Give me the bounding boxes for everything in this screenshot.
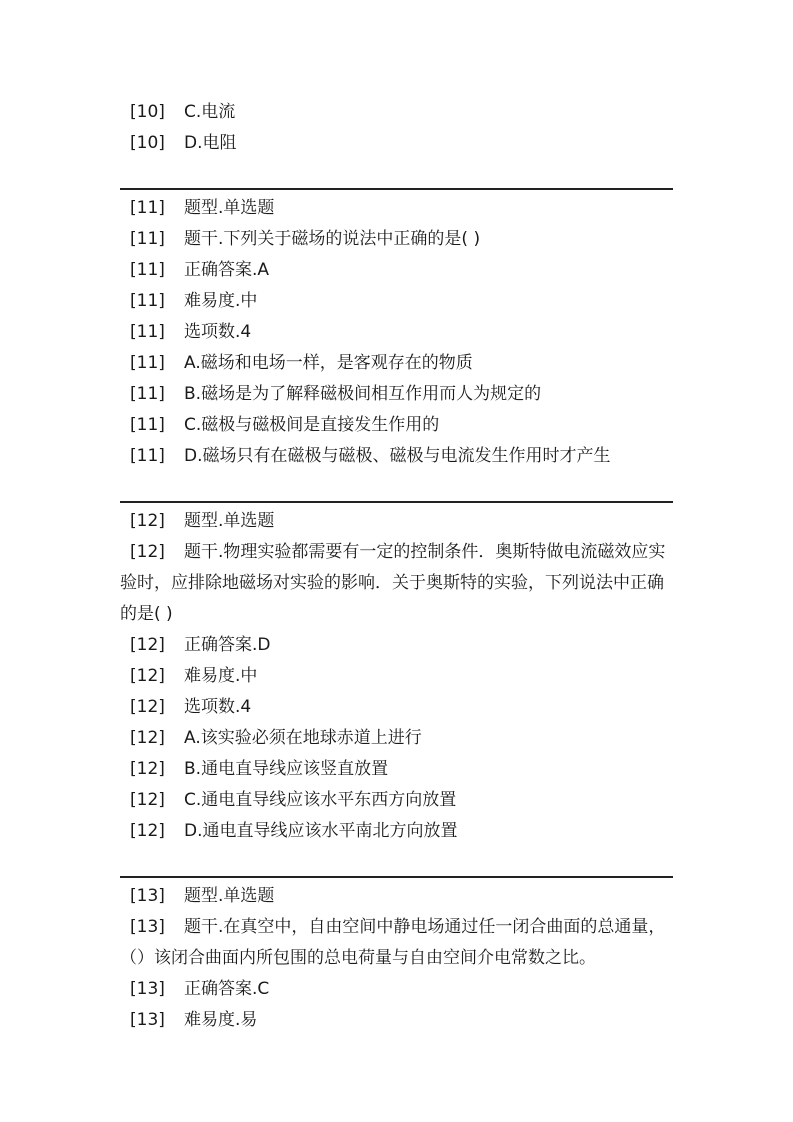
line-text: C.通电直导线应该水平东西方向放置 <box>184 790 457 810</box>
line-text: 选项数.4 <box>184 697 252 717</box>
line-text: C.磁极与磁极间是直接发生作用的 <box>184 415 440 435</box>
line-text: B.通电直导线应该竖直放置 <box>184 759 389 779</box>
q11-type <box>120 193 673 224</box>
q13-answer <box>120 974 673 1005</box>
question-number: [11] <box>130 446 165 466</box>
question-number: [12] <box>130 821 165 841</box>
stem-text: 题干.物理实验都需要有一定的控制条件．奥斯特做电流磁效应实验时，应排除地磁场对实验的影响．关于奥斯特的实验，下列说法中正确的是( ) <box>120 542 666 624</box>
question-number: [11] <box>130 291 165 311</box>
line-text: 题干.下列关于磁场的说法中正确的是( ) <box>184 229 481 249</box>
question-number: [11] <box>130 229 165 249</box>
q11-difficulty <box>120 286 673 317</box>
q11-answer <box>120 255 673 286</box>
q12-option-c <box>120 785 673 816</box>
line-text: 正确答案.C <box>184 979 270 999</box>
q12-option-a <box>120 723 673 754</box>
line-text: 正确答案.A <box>184 260 270 280</box>
question-number: [12] <box>130 697 165 717</box>
question-number: [12] <box>130 790 165 810</box>
q12-option-b <box>120 754 673 785</box>
stem-text: 题干.在真空中，自由空间中静电场通过任一闭合曲面的总通量，（）该闭合曲面内所包围的总电荷量与自由空间介电常数之比。 <box>120 917 666 968</box>
question-number: [13] <box>130 1010 165 1030</box>
line-text: 难易度.易 <box>184 1010 258 1030</box>
q12-option-d <box>120 816 673 847</box>
line-text: 题型.单选题 <box>184 198 275 218</box>
line-text: D.电阻 <box>184 133 237 153</box>
q11-option-a <box>120 348 673 379</box>
q11-option-b <box>120 379 673 410</box>
question-number: [10] <box>130 102 165 122</box>
question-number: [13] <box>130 917 165 937</box>
q11-option-c <box>120 410 673 441</box>
question-number: [11] <box>130 415 165 435</box>
question-number: [13] <box>130 886 165 906</box>
line-text: A.磁场和电场一样，是客观存在的物质 <box>184 353 473 373</box>
question-number: [11] <box>130 384 165 404</box>
line-text: B.磁场是为了解释磁极间相互作用而人为规定的 <box>184 384 542 404</box>
q13-difficulty <box>120 1005 673 1036</box>
question-number: [12] <box>130 759 165 779</box>
q12-difficulty <box>120 661 673 692</box>
q10-option-d <box>120 128 673 159</box>
q13-stem <box>120 912 673 974</box>
question-number: [12] <box>130 511 165 531</box>
line-text: 题型.单选题 <box>184 886 275 906</box>
line-text: 难易度.中 <box>184 291 258 311</box>
q12-answer <box>120 630 673 661</box>
question-number: [12] <box>130 635 165 655</box>
question-number: [12] <box>130 728 165 748</box>
q11-stem <box>120 224 673 255</box>
q11-option-d <box>120 441 673 472</box>
question-number: [11] <box>130 198 165 218</box>
question-number: [10] <box>130 133 165 153</box>
question-number: [11] <box>130 260 165 280</box>
line-text: C.电流 <box>184 102 236 122</box>
line-text: D.通电直导线应该水平南北方向放置 <box>184 821 458 841</box>
line-text: A.该实验必须在地球赤道上进行 <box>184 728 422 748</box>
question-number: [11] <box>130 322 165 342</box>
line-text: 难易度.中 <box>184 666 258 686</box>
line-text: 正确答案.D <box>184 635 271 655</box>
question-number: [12] <box>130 666 165 686</box>
q11-option-count <box>120 317 673 348</box>
line-text: 题型.单选题 <box>184 511 275 531</box>
q13-type <box>120 881 673 912</box>
line-text: D.磁场只有在磁极与磁极、磁极与电流发生作用时才产生 <box>184 446 611 466</box>
question-number: [12] <box>130 542 165 562</box>
question-list <box>120 97 673 1036</box>
q12-stem <box>120 537 673 630</box>
question-number: [13] <box>130 979 165 999</box>
line-text: 选项数.4 <box>184 322 252 342</box>
q12-option-count <box>120 692 673 723</box>
question-number: [11] <box>130 353 165 373</box>
q10-option-c <box>120 97 673 128</box>
q12-type <box>120 506 673 537</box>
